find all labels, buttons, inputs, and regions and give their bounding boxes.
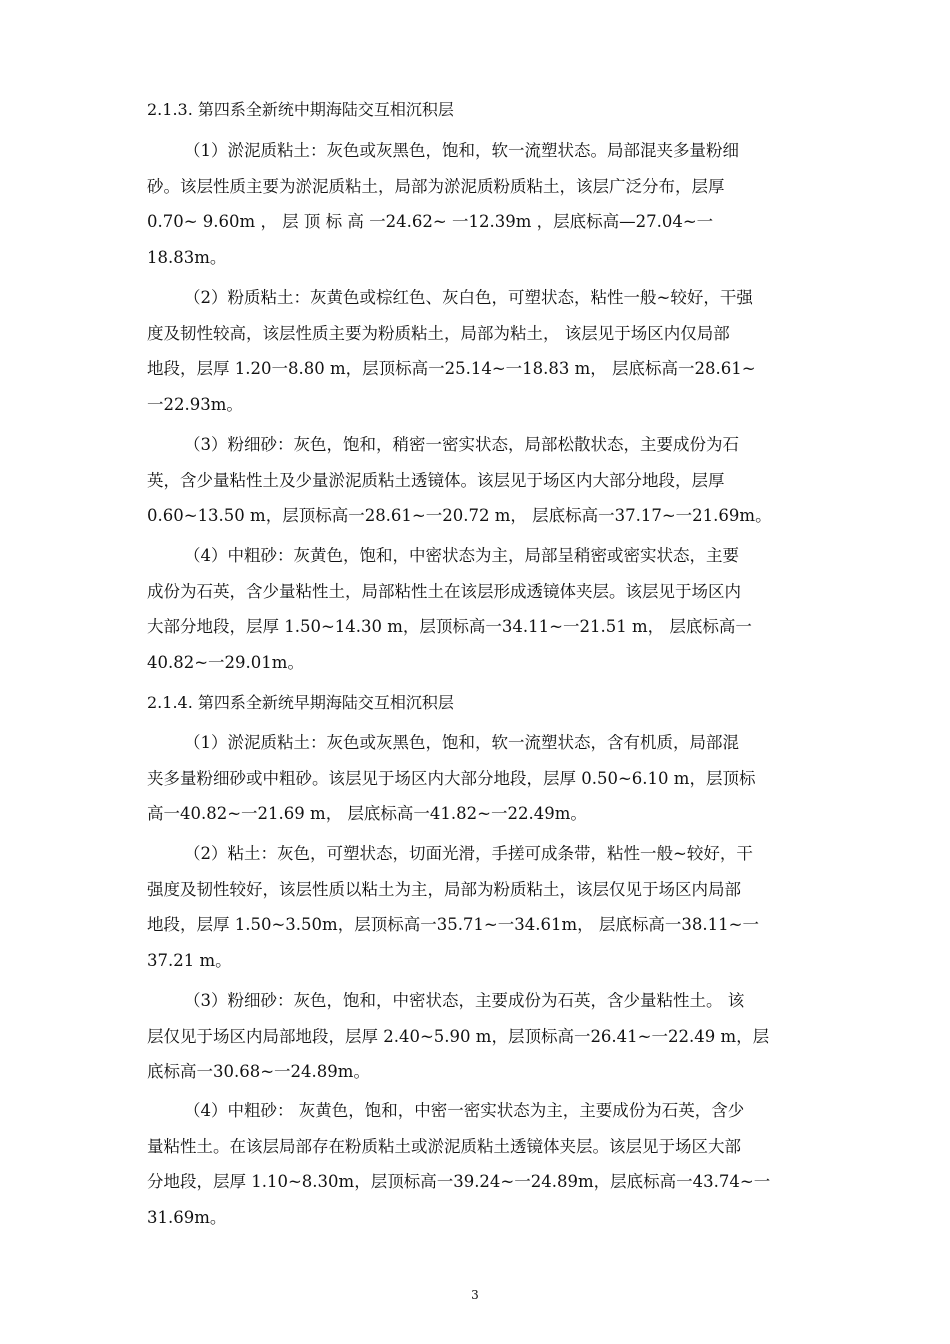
text-line: 40.82~一29.01m。 xyxy=(147,652,304,672)
text-line: （1）淤泥质粘土：灰色或灰黑色，饱和，软一流塑状态。局部混夹多量粉细 xyxy=(184,141,739,160)
text-line: 0.70~ 9.60m ， 层 顶 标 高 一24.62~ 一12.39m ，层底标高—27.04~一 xyxy=(147,212,714,231)
paragraph-2-1-4-1 xyxy=(147,725,837,832)
text-line: 31.69m。 xyxy=(147,1207,227,1227)
paragraph-2-1-4-3 xyxy=(147,983,837,1090)
text-line: （1）淤泥质粘土：灰色或灰黑色，饱和，软一流塑状态，含有机质，局部混 xyxy=(184,733,739,752)
text-line: 分地段，层厚 1.10~8.30m，层顶标高一39.24~一24.89m，层底标高一43.74~一 xyxy=(147,1172,771,1191)
text-line: （4）中粗砂： 灰黄色，饱和，中密一密实状态为主，主要成份为石英，含少 xyxy=(184,1101,745,1120)
text-line: 37.21 m。 xyxy=(147,950,232,970)
text-line: 底标高一30.68~一24.89m。 xyxy=(147,1062,370,1081)
text-line: （4）中粗砂：灰黄色，饱和，中密状态为主，局部呈稍密或密实状态，主要 xyxy=(184,546,739,565)
text-line: 英，含少量粘性土及少量淤泥质粘土透镜体。该层见于场区内大部分地段，层厚 xyxy=(147,470,725,490)
text-line: （3）粉细砂：灰色，饱和，稍密一密实状态，局部松散状态，主要成份为石 xyxy=(184,435,739,454)
text-line: 18.83m。 xyxy=(147,247,227,267)
text-line: 大部分地段，层厚 1.50~14.30 m，层顶标高一34.11~一21.51 m， 层底标高一 xyxy=(147,617,752,636)
paragraph-2-1-4-4 xyxy=(147,1093,837,1235)
paragraph-2-1-3-4 xyxy=(147,538,837,680)
text-line: （2）粉质粘土：灰黄色或棕红色、灰白色，可塑状态，粘性一般~较好，干强 xyxy=(184,288,753,307)
text-line: 度及韧性较高，该层性质主要为粉质粘土，局部为粘土， 该层见于场区内仅局部 xyxy=(147,323,730,343)
text-line: 砂。该层性质主要为淤泥质粘土，局部为淤泥质粉质粘土，该层广泛分布，层厚 xyxy=(147,176,725,196)
paragraph-2-1-3-3 xyxy=(147,427,837,534)
text-line: 层仅见于场区内局部地段，层厚 2.40~5.90 m，层顶标高一26.41~一22.49 m，层 xyxy=(147,1026,770,1046)
page-number: 3 xyxy=(471,1288,479,1302)
text-line: 0.60~13.50 m，层顶标高一28.61~一20.72 m， 层底标高一37.17~一21.69m。 xyxy=(147,506,772,525)
section-heading-2-1-3: 2.1.3. 第四系全新统中期海陆交互相沉积层 xyxy=(147,100,454,119)
text-line: 地段，层厚 1.20一8.80 m，层顶标高一25.14~一18.83 m， 层底标高一28.61~ xyxy=(147,359,756,378)
paragraph-2-1-3-2 xyxy=(147,280,837,422)
paragraph-2-1-4-2 xyxy=(147,836,837,978)
paragraph-2-1-3-1 xyxy=(147,133,837,275)
text-line: 夹多量粉细砂或中粗砂。该层见于场区内大部分地段，层厚 0.50~6.10 m，层顶标 xyxy=(147,768,756,788)
text-line: 地段，层厚 1.50~3.50m，层顶标高一35.71~一34.61m， 层底标高一38.11~一 xyxy=(147,915,759,934)
text-line: 高一40.82~一21.69 m， 层底标高一41.82~一22.49m。 xyxy=(147,804,587,823)
text-line: 一22.93m。 xyxy=(147,394,243,414)
text-line: 量粘性土。在该层局部存在粉质粘土或淤泥质粘土透镜体夹层。该层见于场区大部 xyxy=(147,1136,741,1156)
text-line: 强度及韧性较好，该层性质以粘土为主，局部为粉质粘土，该层仅见于场区内局部 xyxy=(147,879,741,899)
section-heading-2-1-4: 2.1.4. 第四系全新统早期海陆交互相沉积层 xyxy=(147,693,454,712)
text-line: 成份为石英，含少量粘性土，局部粘性土在该层形成透镜体夹层。该层见于场区内 xyxy=(147,581,741,601)
text-line: （2）粘土：灰色，可塑状态，切面光滑，手搓可成条带，粘性一般~较好，干 xyxy=(184,844,753,863)
text-line: （3）粉细砂：灰色，饱和，中密状态，主要成份为石英，含少量粘性土。 该 xyxy=(184,991,745,1010)
